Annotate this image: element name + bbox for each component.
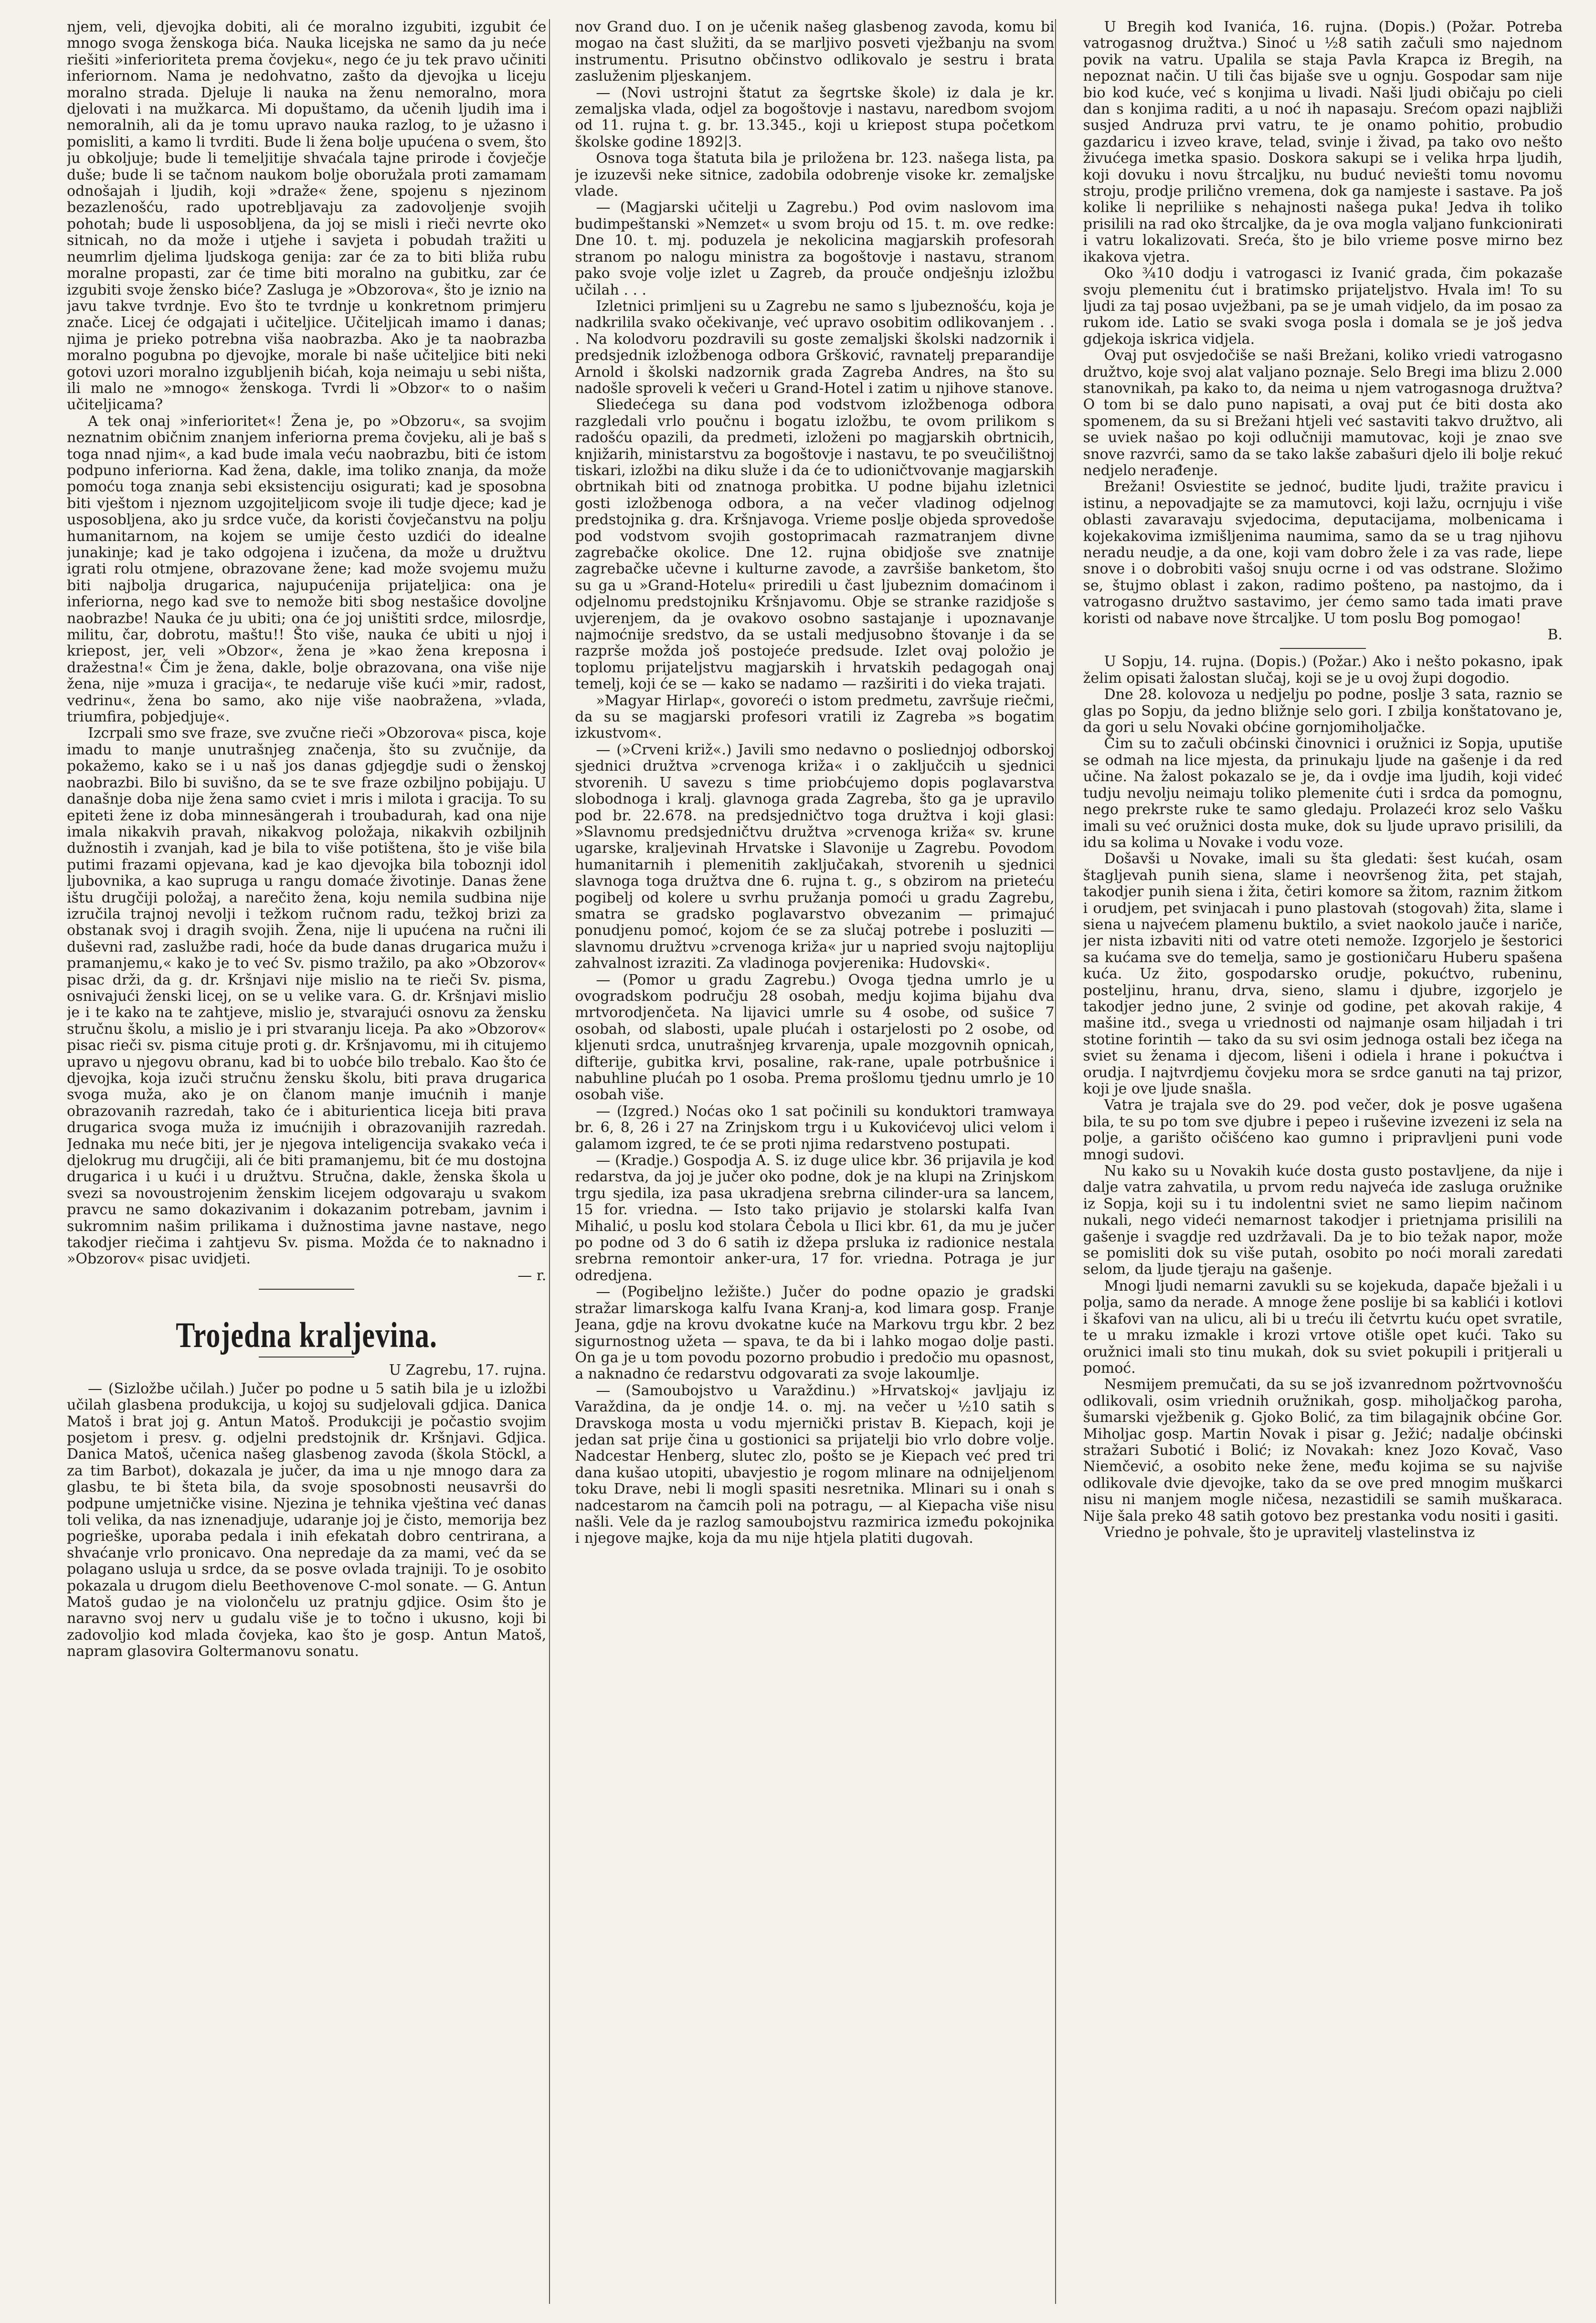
article-paragraph: — (Magjarski učitelji u Zagrebu.) Pod ovim naslovom ima budimpeštanski »Nemzet« u svom broju od 15. t. m. ove redke: Dne 10. t. mj. poduzela je nekolicina magjarskih profesorah stranom po nalogu ministra za bogoštovje i nastavu, stranom pako svoje volje izlet u Zagreb, da prouče ondješnju izložbu učilah . . .: [575, 199, 1055, 298]
article-paragraph: — (Novi ustrojni štatut za šegrtske škole) iz dala je kr. zemaljska vlada, odjel za bogoštovje i nastavu, naredbom svojom od 11. rujna t. g. br. 13.345., koji u kriepost stupa početkom školske godine 1892|3.: [575, 84, 1055, 150]
article-paragraph: nov Grand duo. I on je učenik našeg glasbenog zavoda, komu bi mogao na čast služiti, da se marljivo posveti vježbanju na svom instrumentu. Prisutno občinstvo odlikovalo je sestru i brata zasluženim pljeskanjem.: [575, 19, 1055, 85]
article-paragraph: — (Pomor u gradu Zagrebu.) Ovoga tjedna umrlo je u ovogradskom području 28 osobah, medju kojima bijahu dva mrtvorodjenčeta. Na lijavici umrle su 4 osobe, od sušice 7 osobah, od slabosti, upale plućah i ostarjelosti po 2 osobe, od kljenuti srdca, unutrašnjeg krvarenja, upale mozgovnih opnicah, difterije, gubitka krvi, posaline, rak-rane, upale potrbušnice i nabuhline plućah po 1 osoba. Prema prošlomu tjednu umrlo je 10 osobah više.: [575, 971, 1055, 1103]
article-paragraph: Nu kako su u Novakih kuće dosta gusto postavljene, da nije i dalje vatra zahvatila, u prvom redu najveća ide zasluga oružnike iz Sopja, koji su i tu indolentni sviet ne samo liepim načinom nukali, nego videći nemarnost takodjer i prietnjama prisilili na gašenje i svagdje red uzdržavali. Da je to bio težak napor, može se pomisliti dok su više putah, osobito po noći morali zaredati selom, da ljude tjeraju na gašenje.: [1083, 1163, 1563, 1278]
section-divider: [259, 1357, 354, 1358]
article-paragraph: — (»Crveni križ«.) Javili smo nedavno o posliednjoj odborskoj sjednici družtva »crvenoga križa« i o zaključcih u sjednici stvorenih. U savezu s time priobćujemo dopis poglavarstva slobodnoga i kralj. glavnoga grada Zagreba, što ga je upravilo pod br. 22.678. na predsjedničtvo toga družtva i koji glasi: »Slavnomu predsjedničtvu družtva »crvenoga križa« sv. krune ugarske, kraljevinah Hrvatske i Slavonije u Zagrebu. Povodom humanitarnih i plemenitih zaključakah, stvorenih u sjednici slavnoga toga družtva dne 6. rujna t. g., s obzirom na prieteću pogibelj od kolere u svrhu pružanja pomoći u gradu Zagrebu, smatra se gradsko poglavarstvo obvezanim — primajuć ponudjenu pomoć, kojom će se za slučaj potrebe i posluziti — slavnomu družtvu »crvenoga križa« jur u napried svoju najtopliju zahvalnost izraziti. Za vladinoga povjerenika: Hudovski«.: [575, 741, 1055, 972]
article-signature: — r.: [518, 1267, 547, 1284]
column-rule: [1055, 19, 1056, 2304]
article-paragraph: — (Kradje.) Gospodja A. S. iz duge ulice kbr. 36 prijavila je kod redarstva, da joj je jučer oko podne, dok je na klupi na Zrinjskom trgu sjedila, iza pasa ukradjena srebrna cilinder-ura sa lancem, 15 for. vriedna. — Isto tako prijavio je stolarski kalfa Ivan Mihalić, u poslu kod stolara Čebola u Ilici kbr. 61, da mu je jučer po podne od 3 do 6 satih iz džepa prsluka iz radionice nestala srebrna remontoir anker-ura, 17 for. vriedna. Potraga je jur odredjena.: [575, 1152, 1055, 1284]
article-paragraph: Ovaj put osvjedočiše se naši Brežani, koliko vriedi vatrogasno družtvo, koje svoj alat valjano poznaje. Selo Bregi ima blizu 2.000 stanovnikah, pa kako to, da neima u njem vatrogasnoga družtva? O tom bi se dalo puno napisati, a ovaj put će biti dosta ako spomenem, da su si Brežani htjeli već sastaviti takvo družtvo, ali se uviek našao po koji odlučniji mamutovac, koji je znao sve snove razvrći, samo da se tako lakše zabašuri djelo ili bolje rekuć nedjelo nerađenje.: [1083, 347, 1563, 479]
article-paragraph: Izcrpali smo sve fraze, sve zvučne rieči »Obzorova« pisca, koje imadu to manje unutrašnjeg značenja, što su zvučnije, da pokažemo, kako se i u naš jos danas gdjegdje sudi o ženskoj naobrazbi. Bilo bi suvišno, da se te sve fraze ozbiljno pobijaju. U današnje doba nije žena samo cviet i mris i milota i gracija. To su epiteti žene iz doba minnesängerah i troubadurah, kad ona nije imala nikakvih pravah, nikakvog položaja, nikakvih ozbiljnih dužnostih i zvanjah, kad je bila to više potištena, što je više bila putimi frazami opjevana, kad je kao djevojka bila toboznji idol ljubovnika, a kao supruga u rangu domaće životinje. Danas žene ištu drugčiji položaj, a narečito žena, koju nemila sudbina nije izručila trajnoj nevolji i težkom ručnom radu, težkoj brizi za obstanak svoj i dragih svojih. Žena, nije li upućena na ručni ili duševni rad, zaslužbe radi, hoće da bude danas drugarica mužu i pramanjemu,« kako je to već Sv. pismo tražilo, pa ako »Obzorov« pisac drži, da g. dr. Kršnjavi nije mislio na te rieči Sv. pisma, osnivajući ženski licej, on se u velike vara. G. dr. Kršnjavi mislio je i te kako na te zahtjeve, mislio je, stvarajući osnovu za žensku stručnu školu, a mislio je i pri stvaranju liceja. Pa ako »Obzorov« pisac rieči sv. pisma cituje proti g. dr. Kršnjavomu, mi ih citujemo upravo u njegovu obranu, kad bi to uobće bilo trebalo. Kao što će djevojka, koja izuči stručnu žensku školu, biti prava drugarica svoga muža, ako je on članom manje imućnih i manje obrazovanih razredah, tako će i abiturientica liceja biti prava drugarica svoga muža iz imućnijih i obrazovanijih razredah. Jednaka mu neće biti, jer je njegova inteligencija svakako veća i djelokrug mu drugčiji, ali će biti pramanjemu, bit će mu dostojna drugarica i u kući i u družtvu. Stručna, dakle, ženska škola u svezi sa novoustrojenim ženskim licejem odgovaraju u svakom pravcu ne samo dokazivanim i dokazanim potrebam, javnim i sukromnim našim prilikama i dužnostima javne nastave, nego takodjer riečima i zahtjevu Sv. pisma. Možda će to naknadno i »Obzorov« pisac uvidjeti.: [67, 725, 547, 1268]
column-rule: [549, 19, 550, 2304]
article-paragraph: Čim su to začuli obćinski činovnici i oružnici iz Sopja, uputiše se odmah na lice mjesta, da prinukaju ljude na gašenje i da red učine. Na žalost pokazalo se je, da i ovdje ima ljudih, koji videć tudju nevolju neimaju toliko plemenite ćuti i srdca da pomognu, nego prekrste ruke te samo gledaju. Prolazeći kroz selo Vašku imali su već oružnici dosta muke, dok su ljude upravo prisilili, da idu sa kolima u Novake i vodu voze.: [1083, 735, 1563, 851]
article-paragraph: Izletnici primljeni su u Zagrebu ne samo s ljubeznošću, koja je nadkrilila svako očekivanje, već upravo osobitim odlikovanjem . . . Na kolodvoru pozdravili su goste zemaljski školski nadzornik i predsjednik izložbenoga odbora Gršković, ravnatelj preparandije Arnold i školski nadzornik grada Zagreba Andres, na što su nadošle sproveli k večeri u Grand-Hotel i zatim u njihove stanove.: [575, 297, 1055, 397]
article-paragraph: Došavši u Novake, imali su šta gledati: šest kućah, osam štagljevah punih siena, slame i neovršenog žita, pet stajah, takodjer punih siena i žita, četiri komore sa žitom, raznim žitkom i orudjem, pet svinjacah i puno plastovah (stogovah) žita, slame i siena u najvećem plamenu buktilo, a sviet naokolo jauče i nariče, jer nista izbaviti niti od vatre oteti nemože. Izgorjelo je šestorici sa kućama sve do temelja, samo je gostioničaru Huberu spašena kuća. Uz žito, gospodarsko orudje, pokućtvo, rubeninu, posteljinu, hranu, drva, sieno, slamu i djubre, izgorjelo je takodjer jedno june, 2 svinje od godine, pet akovah rakije, 4 mašine itd., svega u vriednosti od najmanje osam hiljadah i tri stotine forintih — tako da su svi osim jednoga ostali bez ičega na sviet su ženama i djecom, lišeni i odiela i hrane i pokućtva i orudja. I najtvrdjemu čovjeku mora se srdce ganuti na taj prizor, koji je ove ljude snašla.: [1083, 850, 1563, 1097]
column-3: [1083, 19, 1563, 2302]
article-paragraph: Mnogi ljudi nemarni zavukli su se kojekuda, dapače bježali i u polja, samo da nerade. A mnoge žene poslije bi sa kablići i kotlovi i škafovi van na ulicu, ali bi u treću ili četvrtu kuću opet svratile, te u mraku izmakle i krozi vrtove otišle opet kući. Tako su oružnici imali sto tinu mukah, dok su sviet pokupili i pritjerali u pomoć.: [1083, 1277, 1563, 1377]
article-paragraph: njem, veli, djevojka dobiti, ali će moralno izgubiti, izgubit će mnogo svoga ženskoga bića. Nauka licejska ne samo da ju neće riešiti »inferioriteta prema čovjeku«, nego će ju tek pravo učiniti inferiornom. Nama je nedohvatno, zašto da djevojka u liceju moralno strada. Djeluje li nauka na ženu nemoralno, mora djelovati i na mužkarca. Mi dopuštamo, da učenih ljudih ima i nemoralnih, ali da je tomu upravo nauka razlog, to je užasno i pomisliti, a kamo li tvrditi. Bude li žena bolje upućena o svem, što ju obkoljuje; bude li temeljitije shvaćala tajne prirode i čovječje duše; bude li se tačnom naukom bolje oboružala proti zamamam odnošajah i ljudih, koji »draže« žene, spojenu s njezinom bezazlenošću, rado upotrebljavaju za zadovoljenje svojih pohotah; bude li usposobljena, da joj se misli i rieči nevrte oko sitnicah, no da može i utjehe i savjeta i pobudah tražiti u neumrlim djelima ljudskoga genija: zar će za to biti bliža rubu moralne propasti, zar će time biti moralno na gubitku, zar će izgubiti svoje žensko biće? Zasluga je »Obzorova«, što je iznio na javu takve tvrdnje. Evo što te tvrdnje u konkretnom primjeru znače. Licej će odgajati i učiteljice. Učiteljicah imamo i danas; njima je prieko potrebna viša naobrazba. Ako je ta naobrazba moralno pogubna po djevojke, morale bi naše učiteljice biti neki gotovi uzori moralno izgubljenih bićah, koja neimaju u sebi ništa, ili malo ne »mnogo« ženskoga. Tvrdi li »Obzor« to o našim učiteljicama?: [67, 19, 547, 414]
section-title: Trojedna kraljevina.: [176, 1315, 438, 1355]
article-paragraph: — (Sizložbe učilah.) Jučer po podne u 5 satih bila je u izložbi učilah glasbena produkcija, u kojoj su sudjelovali gdjica. Danica Matoš i brat joj g. Antun Matoš. Produkciji je počastio svojim posjetom i presv. g. odjelni predstojnik dr. Kršnjavi. Gdjica. Danica Matoš, učenica našeg glasbenog zavoda (škola Stöckl, a za tim Barbot), dokazala je jučer, da ima u nje mnogo dara za glasbu, te bi šteta bila, da svoje sposobnosti neusavrši do podpune umjetničke visine. Njezina je tehnika vještina već danas toli velika, da nas iznenadjuje, udaranje joj je čisto, memorija bez pogrieške, uporaba pedala i inih efekatah dobro centrirana, a shvaćanje vrlo pronicavo. Ona nepredaje da za mami, već da se polagano usluja u srdce, da se posve ovlada trajniji. To je osobito pokazala u drugom dielu Beethovenove C-mol sonate. — G. Antun Matoš gudao je na violončelu uz pratnju gdjice. Osim što je naravno svoj nerv u gudalu više je to točno i ukusno, koji bi zadovoljio kod mlada čovjeka, kao što je gosp. Antun Matoš, napram glasovira Goltermanovu sonatu.: [67, 1380, 547, 1660]
article-paragraph: Brežani! Osviestite se jednoć, budite ljudi, tražite pravicu i istinu, a nepovadjajte se za mamutovci, koji lažu, ocrnjuju i više oblasti zavaravaju svjedocima, deputacijama, molbenicama i kojekakovima izmišljenima naumima, samo da se u trag njihovu neradu neudje, a da one, koji vam dobro žele i za vas rade, liepe snove i o dobrobiti vašoj snuju ocrne i od vas odstrane. Složimo se, štujmo oblast i zakon, radimo pošteno, pa nastojmo, da i vatrogasno družtvo sastavimo, jer ćemo samo tada imati prave koristi od nabave nove štrcaljke. U tom poslu Bog pomogao!: [1083, 478, 1563, 627]
dateline: U Zagrebu, 17. rujna.: [389, 1362, 547, 1379]
article-paragraph: — (Pogibeljno ležište.) Jučer do podne opazio je gradski stražar limarskoga kalfu Ivana Kranj-a, kod limara gosp. Franje Jeana, gdje na krovu dvokatne kuće na Markovu trgu kbr. 2 bez sigurnostnog užeta — spava, te da bi i lahko mogao dolje pasti. On ga je u tom povodu pozorno probudio i predočio mu opasnost, a naknadno će redarstvu odgovarati za svoje lakoumlje.: [575, 1283, 1055, 1383]
article-paragraph: U Bregih kod Ivanića, 16. rujna. (Dopis.) (Požar. Potreba vatrogasnog družtva.) Sinoć u ½8 satih začuli smo najednom povik na vatru. Upalila se staja Pavla Krapca iz Bregih, na nepoznat način. U tili čas bijaše sve u ognju. Gospodar sam nije bio kod kuće, već s konjima u livadi. Naši ljudi običaju po cieli dan s konjima raditi, a u noć ih napasaju. Srećom opazi najbliži susjed Andruza prvi vatru, te je onamo pohitio, probudio gazdaricu i izveo krave, telad, svinje i živad, pa tako ovo nešto živućega imetka spasio. Doskora sakupi se i velika hrpa ljudih, koji dovuku i novu štrcaljku, nu buduć neviešti tomu novomu stroju, prodje prilično vremena, dok ga namjeste i sastave. Pa još kolike li nepriliike s nehajnosti našega puka! Jedva ih toliko prisilili na rad oko štrcaljke, da je ova mogla valjano funkcionirati i vatru lokalizovati. Sreća, što je bilo vrieme posve mirno bez ikakova vjetra.: [1083, 19, 1563, 265]
article-paragraph: Vriedno je pohvale, što je upravitelj vlastelinstva iz: [1104, 1524, 1475, 1541]
article-paragraph: A tek onaj »inferioritet«! Žena je, po »Obzoru«, sa svojim neznatnim običnim znanjem inferiorna prema čovjeku, ali je baš s toga nnad njim«, a kad bude imala veću naobrazbu, biti će istom podpuno inferiorna. Kad žena, dakle, ima toliko znanja, da može pomoću toga znanja sebi eksistenciju osigurati; kad je sposobna biti vještom i njeznom uzgojiteljicom svoje ili tudje djece; kad je usposobljena, ako ju srdce vuče, da koristi čovječanstvu na polju humanitarnom, na kojem se umije često uzdići do idealne junakinje; kad je tako odgojena i izučena, da može u družtvu igrati rolu otmjene, obrazovane žene; kad može svojemu mužu biti najbolja drugarica, najupućenija prijateljica: ona je inferiorna, nego kad sve to nemože biti sbog nestašice dovoljne naobrazbe! Nauka će ju ubiti; ona će joj uništiti srdce, milosrdje, militu, čar, dobrotu, maštu!! Što više, nauka će ubiti u njoj i kriepost, jer, veli »Obzor«, žena je »kao žena kreposna i dražestna!« Čim je žena, dakle, bolje obrazovana, ona više nije žena, nije »muza i gracija«, te nedaruje više kući »mir, radost, vedrinu«, žena bo samo, ako nije više naobražena, »vlada, triumfira, pobjedjuje«.: [67, 413, 547, 726]
article-paragraph: Nesmijem premučati, da su se još izvanrednom požrtvovnošću odlikovali, osim vriednih oružnikah, gosp. miholjačkog paroha, šumarski vježbenik g. Gjoko Bolić, za tim bilagajnik obćine Gor. Miholjac gosp. Martin Novak i pisar g. Ježić; nadalje obćinski stražari Subotić i Bolić; iz Novakah: knez Jozo Kovač, Vaso Niemčević, a osobito neke žene, među kojima se su najviše odlikovale dvie djevojke, tako da se ove pred mnogim muškarci nisu ni manjem mogle ničesa, nezastidili se samih muškaraca. Nije šala preko 48 satih gotovo bez prestanka vodu nositi i gasiti.: [1083, 1376, 1563, 1525]
article-paragraph: Dne 28. kolovoza u nedjelju po podne, poslje 3 sata, raznio se glas po Sopju, da jedno bližnje selo gori. I zbilja konštatovano je, da gori u selu Novaki obćine gornjomiholjačke.: [1083, 686, 1563, 736]
columns: [67, 19, 1563, 2302]
article-paragraph: »Magyar Hirlap«, govoreći o istom predmetu, završuje riečmi, da su se magjarski profesori vratili iz Zagreba »s bogatim izkustvom«.: [575, 692, 1055, 742]
article-paragraph: U Sopju, 14. rujna. (Dopis.) (Požar.) Ako i nešto pokasno, ipak želim opisati žalostan slučaj, koji se je u ovoj župi dogodio.: [1083, 653, 1563, 687]
column-2: [575, 19, 1054, 2302]
article-divider: [1280, 648, 1366, 649]
article-signature: B.: [1547, 626, 1563, 644]
article-paragraph: — (Samoubojstvo u Varaždinu.) »Hrvatskoj« javljaju iz Varaždina, da je ondje 14. o. mj. na večer u ½10 satih s Dravskoga mosta u vodu mjernički pristav B. Kiepach, koji je jedan sat prije čina u gostionici sa prijatelji bio vrlo dobre volje. Nadcestar Henberg, slutec zlo, pošto se je Kiepach već pred tri dana kušao utopiti, ubavjestio je rogom mlinare na odnijeljenom toku Drave, nebi li mogli spasiti nesretnika. Mlinari su i onah s nadcestarom na čamcih poli na potragu, — al Kiepacha više nisu našli. Vele da je razlog samoubojstvu razmirica između pokojnika i njegove majke, koja da mu nije htjela platiti dugovah.: [575, 1382, 1055, 1547]
column-1: [67, 19, 546, 2302]
article-paragraph: Oko ¾10 dodju i vatrogasci iz Ivanić grada, čim pokazaše svoju plemenitu ćut i bratimsko prijateljstvo. Hvala im! To su ljudi za taj posao uvježbani, pa se je umah vidjelo, da im posao za rukom ide. Latio se svaki svoga posla i domala se je još jedva gdjekoja iskrica vidjela.: [1083, 265, 1563, 348]
article-paragraph: Vatra je trajala sve do 29. pod večer, dok je posve ugašena bila, te su po tom sve djubre i pepeo i ruševine izvezeni iz sela na polje, a garišto očišćeno kao gumno i pripravljeni puni vode mnogi sudovi.: [1083, 1097, 1563, 1163]
article-paragraph: — (Izgred.) Noćas oko 1 sat počinili su konduktori tramwaya br. 6, 8, 26 i 27 na Zrinjskom trgu i u Kukovićevoj ulici velom i galamom izgred, te će se proti njima redarstveno postupati.: [575, 1103, 1055, 1153]
article-paragraph: Osnova toga štatuta bila je priložena br. 123. našega lista, pa je izuzevši neke sitnice, zadobila odobrenje visoke kr. zemaljske vlade.: [575, 150, 1055, 200]
section-divider: [259, 1289, 354, 1290]
article-paragraph: Sliedećega su dana pod vodstvom izložbenoga odbora razgledali vrlo poučnu i bogatu izložbu, te ovom prilikom s radošću opazili, da predmeti, izloženi po magjarskih obrtnicih, knjižarih, ministarstvu za bogoštovje i nastavu, te po sveučilištnoj tiskari, izložbi na diku služe i da će to udioničtvovanje magjarskih obrtnikah biti od znatnoga probitka. U podne bijahu izletnici gosti izložbenoga odbora, a na večer vladinog odjelnog predstojnika g. dra. Kršnjavoga. Vrieme poslje objeda sprovedoše pod vodstvom svojih gostoprimacah razmatranjem divne zagrebačke okolice. Dne 12. rujna obidjoše sve znatnije zagrebačke učevne i kulturne zavode, a završiše banketom, što su ga u »Grand-Hotelu« priredili u čast ljubeznim domaćinom i odjelnomu predstojniku Kršnjavomu. Obje se stranke razidjoše s uvjerenjem, da je ovakovo osobno sastajanje i upoznavanje najmoćnije sredstvo, da se ustali medjusobno štovanje i da se razprše možda još postojeće predsude. Izlet ovaj položio je toplomu prijateljstvu magjarskih i hrvatskih pedagogah onaj temelj, koji će se — kako se nadamo — razširiti i do vieka trajati.: [575, 396, 1055, 693]
